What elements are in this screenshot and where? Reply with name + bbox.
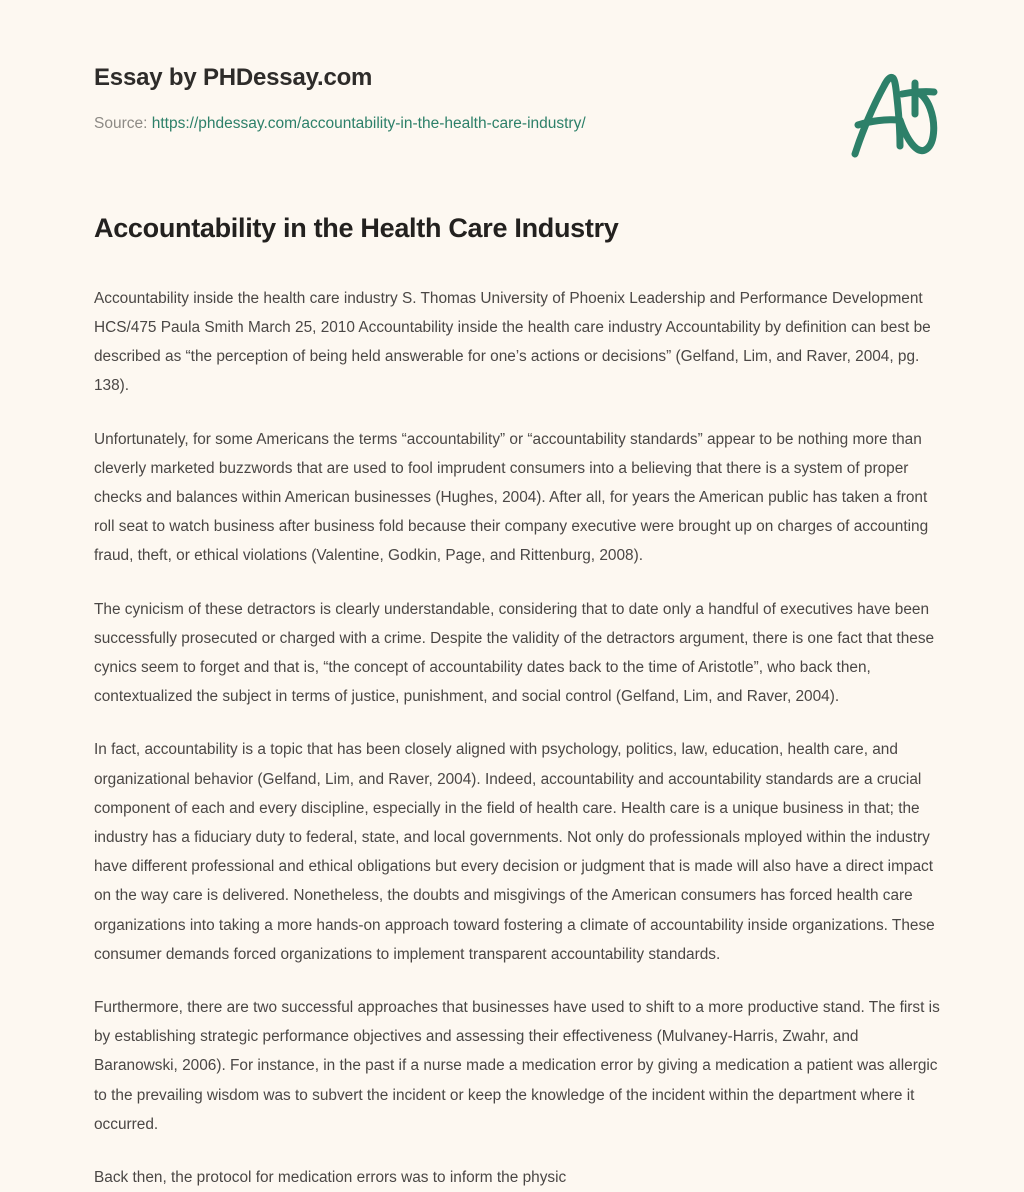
paragraph: Accountability inside the health care industry S. Thomas University of Phoenix Leadership and Performance Development HCS/475 Paula Smith March 25, 2010 Accountability inside the health care industry Accountability by definition can best be described as “the perception of being held answerable for one’s actions or decisions” (Gelfand, Lim, and Raver, 2004, pg. 138).: [94, 289, 931, 395]
paragraph: In fact, accountability is a topic that has been closely aligned with psychology, politics, law, education, health care, and organizational behavior (Gelfand, Lim, and Raver, 2004). Indeed, accountability and accountability standards are a crucial component of each and every discipline, especially in the field of health care. Health care is a unique business in that; the industry has a fiduciary duty to federal, state, and local governments. Not only do professionals mployed within the industry have different professional and ethical obligations but every decision or judgment that is made will also have a direct impact on the way care is delivered. Nonetheless, the doubts and misgivings of the American consumers has forced health care organizations into taking a more hands-on approach toward fostering a climate of accountability inside organizations. These consumer demands forced organizations to implement transparent accountability standards.: [94, 741, 935, 963]
source-url-link[interactable]: https://phdessay.com/accountability-in-the-health-care-industry/: [151, 114, 586, 132]
brand-title: Essay by PHDessay.com: [94, 64, 373, 91]
paragraph: Furthermore, there are two successful approaches that businesses have used to shift to a more productive stand. The first is by establishing strategic performance objectives and assessing their effectiveness (Mulvaney-Harris, Zwahr, and Baranowski, 2006). For instance, in the past if a nurse made a medication error by giving a medication a patient was allergic to the prevailing wisdom was to subvert the incident or keep the knowledge of the incident within the department where it occurred.: [94, 999, 940, 1133]
article-container: [94, 212, 946, 1192]
source-line: [94, 114, 950, 134]
paragraph: The cynicism of these detractors is clearly understandable, considering that to date only a handful of executives have been successfully prosecuted or charged with a crime. Despite the validity of the detractors argument, there is one fact that these cynics seem to forget and that is, “the concept of accountability dates back to the time of Aristotle”, who back then, contextualized the subject in terms of justice, punishment, and social control (Gelfand, Lim, and Raver, 2004).: [94, 600, 935, 706]
article-body: [94, 284, 946, 1192]
page-title: Accountability in the Health Care Industry: [94, 213, 619, 243]
paragraph: Back then, the protocol for medication errors was to inform the physic: [94, 1169, 567, 1187]
source-label: Source:: [94, 114, 148, 132]
page-header: [94, 64, 950, 174]
aplus-logo-icon: [840, 62, 950, 172]
paragraph: Unfortunately, for some Americans the terms “accountability” or “accountability standards” appear to be nothing more than cleverly marketed buzzwords that are used to fool imprudent consumers into a believing that there is a system of proper checks and balances within American businesses (Hughes, 2004). After all, for years the American public has taken a front roll seat to watch business after business fold because their company executive were brought up on charges of accounting fraud, theft, or ethical violations (Valentine, Godkin, Page, and Rittenburg, 2008).: [94, 430, 929, 565]
